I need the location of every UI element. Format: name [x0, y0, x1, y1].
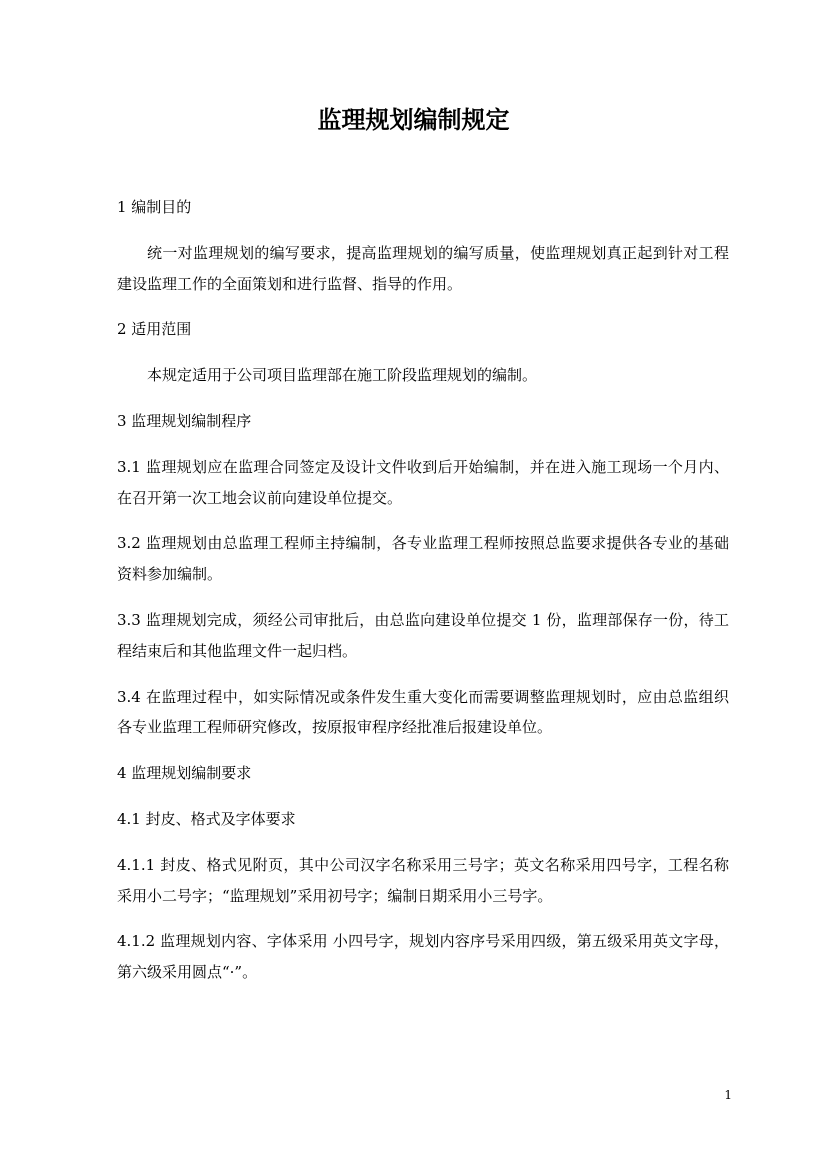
- paragraph-3-1: 3.1 监理规划应在监理合同签定及设计文件收到后开始编制，并在进入施工现场一个月内、在召开第一次工地会议前向建设单位提交。: [117, 457, 729, 507]
- paragraph-4-1: 4.1 封皮、格式及字体要求: [117, 809, 296, 828]
- paragraph-section-1-heading: 1 编制目的: [117, 198, 192, 216]
- paragraph-4-1-2: 4.1.2 监理规划内容、字体采用 小四号字，规划内容序号采用四级，第五级采用英文字母，第六级采用圆点“·”。: [117, 932, 729, 982]
- document-title: 监理规划编制规定: [317, 105, 510, 134]
- paragraph-section-3-heading: 3 监理规划编制程序: [117, 411, 252, 430]
- document-body: [117, 192, 729, 1003]
- paragraph-section-4-heading: 4 监理规划编制要求: [117, 764, 252, 783]
- paragraph-3-4: 3.4 在监理过程中，如实际情况或条件发生重大变化而需要调整监理规划时，应由总监组织各专业监理工程师研究修改，按原报审程序经批准后报建设单位。: [117, 687, 729, 737]
- paragraph-3-3: 3.3 监理规划完成，须经公司审批后，由总监向建设单位提交 1 份，监理部保存一份，待工程结束后和其他监理文件一起归档。: [117, 610, 729, 660]
- paragraph-3-2: 3.2 监理规划由总监理工程师主持编制，各专业监理工程师按照总监要求提供各专业的基础资料参加编制。: [117, 534, 729, 584]
- paragraph-section-2-heading: 2 适用范围: [117, 320, 192, 339]
- paragraph-4-1-1: 4.1.1 封皮、格式见附页，其中公司汉字名称采用三号字；英文名称采用四号字，工程名称采用小二号字；“监理规划”采用初号字；编制日期采用小三号字。: [117, 855, 729, 905]
- paragraph-section-1-body: 统一对监理规划的编写要求，提高监理规划的编写质量，使监理规划真正起到针对工程建设监理工作的全面策划和进行监督、指导的作用。: [117, 243, 729, 293]
- page-number: 1: [724, 1088, 732, 1102]
- paragraph-section-2-body: 本规定适用于公司项目监理部在施工阶段监理规划的编制。: [147, 366, 538, 385]
